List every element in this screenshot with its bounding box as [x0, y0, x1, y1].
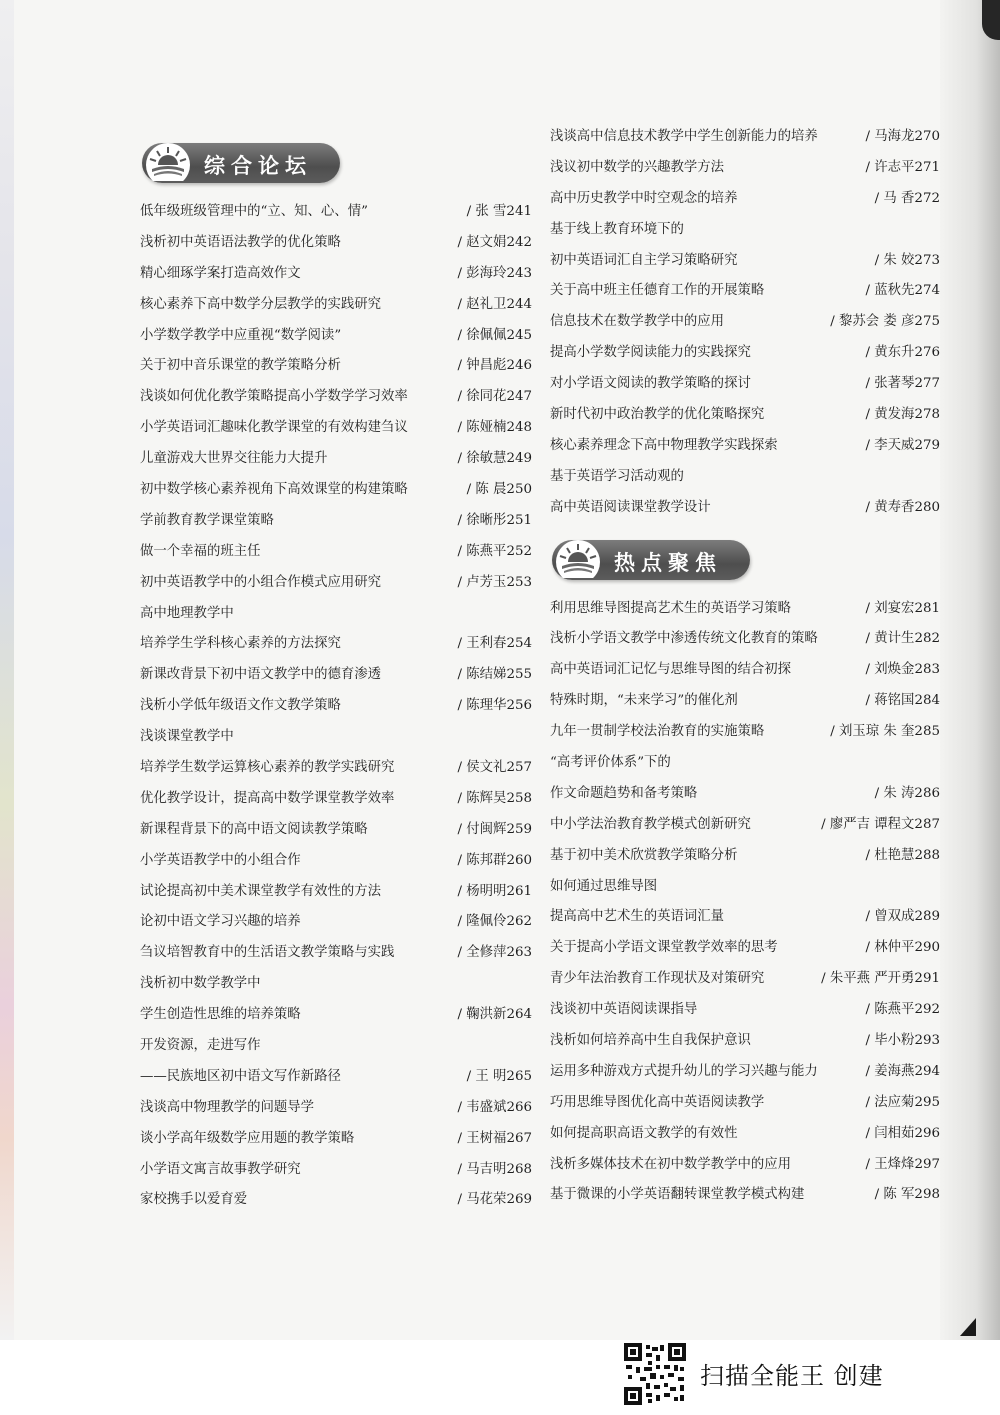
- toc-entry-title: 作文命题趋势和备考策略: [550, 785, 698, 801]
- toc-entry-author-page: / 陈娅楠248: [457, 420, 532, 436]
- page-edge-shadow: [940, 0, 1000, 1340]
- scanner-watermark-label: 扫描全能王 创建: [700, 1362, 884, 1390]
- toc-entry-author-page: / 马海龙270: [865, 128, 940, 144]
- toc-entry-author-page: / 彭海玲243: [457, 265, 532, 281]
- toc-entry: [140, 506, 532, 537]
- toc-entry-author-page: / 王树福267: [457, 1130, 532, 1146]
- toc-entry-author-page: / 朱平燕 严开勇291: [821, 971, 940, 987]
- toc-entry-title: 基于微课的小学英语翻转课堂教学模式构建: [550, 1187, 805, 1203]
- toc-entry-title: 学生创造性思维的培养策略: [140, 1007, 301, 1023]
- toc-entry-title: 高中历史教学中时空观念的培养: [550, 190, 738, 206]
- toc-entry-author-page: / 陈燕平252: [457, 543, 532, 559]
- section-header-forum: [140, 137, 532, 189]
- toc-entry-author-page: / 杜艳慧288: [865, 847, 940, 863]
- toc-entry-author-page: / 刘玉琼 朱 奎285: [830, 724, 940, 740]
- toc-entry-author-page: / 赵文娟242: [457, 234, 532, 250]
- sun-book-icon: [554, 538, 602, 578]
- toc-entry-title: 浅析小学语文教学中渗透传统文化教育的策略: [550, 631, 818, 647]
- page-binding-strip: [0, 0, 14, 1340]
- toc-entry: [550, 1119, 940, 1150]
- toc-entry: [140, 722, 532, 753]
- toc-entry: [550, 686, 940, 717]
- toc-entry-title: 培养学生学科核心素养的方法探究: [140, 636, 341, 652]
- toc-list-forum: [140, 197, 532, 1216]
- toc-entry-author-page: / 赵礼卫244: [457, 296, 532, 312]
- toc-entry-title: 培养学生数学运算核心素养的教学实践研究: [140, 760, 395, 776]
- toc-entry: [550, 841, 940, 872]
- toc-entry-title: 初中英语词汇自主学习策略研究: [550, 252, 738, 268]
- toc-entry: [550, 779, 940, 810]
- toc-entry-title: “高考评价体系”下的: [550, 755, 671, 771]
- toc-entry-title: 浅析如何培养高中生自我保护意识: [550, 1033, 751, 1049]
- toc-entry-author-page: / 张著琴277: [865, 376, 940, 392]
- toc-entry: [140, 846, 532, 877]
- toc-entry-author-page: / 廖严吉 谭程文287: [821, 816, 940, 832]
- toc-entry-author-page: / 马 香272: [874, 190, 940, 206]
- toc-entry: [140, 938, 532, 969]
- toc-entry-author-page: / 王烽烽297: [865, 1156, 940, 1172]
- toc-entry-author-page: / 鞠洪新264: [457, 1007, 532, 1023]
- toc-entry: [140, 599, 532, 630]
- toc-entry-author-page: / 卢芳玉253: [457, 574, 532, 590]
- toc-entry: [550, 153, 940, 184]
- toc-entry-title: 浅谈高中信息技术教学中学生创新能力的培养: [550, 128, 818, 144]
- toc-entry: [550, 902, 940, 933]
- toc-entry: [140, 784, 532, 815]
- toc-entry-title: 新课改背景下初中语文教学中的德育渗透: [140, 667, 382, 683]
- section-title-forum: 综合论坛: [204, 154, 312, 178]
- toc-entry: [550, 964, 940, 995]
- toc-entry-title: 试论提高初中美术课堂教学有效性的方法: [140, 883, 382, 899]
- toc-entry-author-page: / 隆佩伶262: [457, 914, 532, 930]
- toc-list-forum-continued: [550, 122, 940, 524]
- toc-entry-title: 浅析初中数学教学中: [140, 976, 261, 992]
- toc-entry: [550, 122, 940, 153]
- toc-entry: [140, 1124, 532, 1155]
- toc-entry-author-page: / 陈 军298: [874, 1187, 940, 1203]
- toc-entry: [550, 184, 940, 215]
- toc-entry-author-page: / 钟昌彪246: [457, 358, 532, 374]
- section-header-hot: [550, 534, 940, 586]
- toc-entry-title: 优化教学设计，提高高中数学课堂教学效率: [140, 790, 395, 806]
- toc-entry-author-page: / 刘宴宏281: [865, 600, 940, 616]
- toc-entry-author-page: / 侯文礼257: [457, 760, 532, 776]
- toc-entry-title: 基于初中美术欣赏教学策略分析: [550, 847, 738, 863]
- toc-entry-author-page: / 朱 姣273: [874, 252, 940, 268]
- toc-entry: [550, 624, 940, 655]
- toc-entry: [140, 382, 532, 413]
- toc-entry: [550, 995, 940, 1026]
- toc-entry-title: 小学数学教学中应重视“数学阅读”: [140, 327, 342, 343]
- toc-entry: [550, 215, 940, 246]
- toc-entry-author-page: / 陈燕平292: [865, 1002, 940, 1018]
- toc-entry-author-page: / 黄计生282: [865, 631, 940, 647]
- toc-entry: [140, 259, 532, 290]
- toc-entry-author-page: / 黄发海278: [865, 407, 940, 422]
- toc-entry: [550, 594, 940, 625]
- toc-entry-title: 核心素养下高中数学分层教学的实践研究: [140, 296, 382, 312]
- toc-entry-title: 小学语文寓言故事教学研究: [140, 1161, 301, 1177]
- toc-entry-title: ——民族地区初中语文写作新路径: [140, 1068, 341, 1084]
- toc-entry: [550, 338, 940, 369]
- toc-entry-author-page: / 毕小粉293: [865, 1033, 940, 1049]
- toc-entry: [140, 969, 532, 1000]
- toc-entry-title: 高中地理教学中: [140, 605, 234, 621]
- toc-entry-title: 儿童游戏大世界交往能力大提升: [140, 451, 328, 467]
- toc-right-column: [550, 122, 940, 1211]
- toc-entry-author-page: / 徐同花247: [457, 389, 532, 405]
- sun-book-icon: [144, 141, 192, 181]
- toc-entry: [140, 568, 532, 599]
- toc-entry-title: 新课程背景下的高中语文阅读教学策略: [140, 821, 368, 837]
- toc-entry: [140, 290, 532, 321]
- toc-entry-author-page: / 马花荣269: [457, 1192, 532, 1208]
- toc-entry-title: 做一个幸福的班主任: [140, 543, 261, 559]
- toc-entry-author-page: / 王 明265: [466, 1068, 532, 1084]
- toc-entry: [550, 276, 940, 307]
- toc-entry: [140, 629, 532, 660]
- toc-entry-title: 关于提高小学语文课堂教学效率的思考: [550, 940, 778, 956]
- toc-entry: [140, 1000, 532, 1031]
- toc-entry-author-page: / 姜海燕294: [865, 1063, 940, 1079]
- qr-code-icon: [624, 1343, 686, 1405]
- toc-entry-title: 浅谈如何优化教学策略提高小学数学学习效率: [140, 389, 408, 405]
- toc-entry-author-page: / 陈结娣255: [457, 667, 532, 683]
- toc-entry-title: 如何通过思维导图: [550, 878, 658, 894]
- toc-entry-title: 学前教育教学课堂策略: [140, 512, 274, 528]
- scan-corner-top: [982, 0, 1000, 40]
- toc-entry: [550, 1150, 940, 1181]
- toc-entry: [140, 228, 532, 259]
- toc-entry-author-page: / 黄寿香280: [865, 499, 940, 515]
- toc-entry-author-page: / 蓝秋先274: [865, 283, 940, 299]
- toc-entry-author-page: / 闫相茹296: [865, 1125, 940, 1141]
- toc-entry-title: 精心细琢学案打造高效作文: [140, 265, 301, 281]
- toc-entry-author-page: / 黎苏会 娄 彦275: [830, 314, 940, 330]
- toc-entry-title: 青少年法治教育工作现状及对策研究: [550, 971, 765, 987]
- toc-entry-title: 家校携手以爱育爱: [140, 1192, 248, 1208]
- toc-entry: [550, 400, 940, 431]
- toc-entry: [550, 1088, 940, 1119]
- toc-entry: [140, 815, 532, 846]
- toc-entry-author-page: / 韦盛斌266: [457, 1099, 532, 1115]
- toc-entry-author-page: / 朱 涛286: [874, 785, 940, 801]
- toc-entry: [140, 197, 532, 228]
- section-title-hot: 热点聚焦: [614, 550, 722, 575]
- toc-entry-author-page: / 陈 晨250: [466, 482, 532, 497]
- toc-entry-author-page: / 林仲平290: [865, 940, 940, 956]
- toc-entry: [550, 431, 940, 462]
- toc-entry: [140, 475, 532, 506]
- toc-entry-title: 开发资源，走进写作: [140, 1038, 261, 1054]
- toc-entry: [140, 413, 532, 444]
- toc-entry-title: 高中英语阅读课堂教学设计: [550, 499, 711, 515]
- toc-entry-title: 利用思维导图提高艺术生的英语学习策略: [550, 600, 792, 616]
- toc-entry-title: 对小学语文阅读的教学策略的探讨: [550, 376, 751, 392]
- toc-entry-author-page: / 陈邦群260: [457, 852, 532, 868]
- toc-entry: [140, 753, 532, 784]
- toc-entry-title: 特殊时期，“未来学习”的催化剂: [550, 693, 738, 709]
- toc-entry: [550, 1057, 940, 1088]
- toc-entry-title: 基于线上教育环境下的: [550, 221, 684, 237]
- toc-entry: [550, 307, 940, 338]
- toc-entry: [140, 1155, 532, 1186]
- toc-entry-title: 浅谈初中英语阅读课指导: [550, 1002, 698, 1018]
- toc-entry: [550, 748, 940, 779]
- toc-entry-author-page: / 李天威279: [865, 437, 940, 453]
- toc-entry: [140, 321, 532, 352]
- toc-entry-author-page: / 徐敏慧249: [457, 451, 532, 467]
- toc-entry-author-page: / 张 雪241: [466, 203, 532, 219]
- toc-entry-author-page: / 曾双成289: [865, 909, 940, 925]
- toc-entry-title: 低年级班级管理中的“立、知、心、情”: [140, 203, 368, 219]
- toc-entry-title: 初中英语教学中的小组合作模式应用研究: [140, 574, 382, 590]
- toc-entry-title: 提高小学数学阅读能力的实践探究: [550, 345, 751, 361]
- toc-entry-author-page: / 刘焕金283: [865, 662, 940, 678]
- toc-entry: [140, 1062, 532, 1093]
- toc-entry-title: 关于初中音乐课堂的教学策略分析: [140, 358, 341, 374]
- toc-entry: [140, 444, 532, 475]
- toc-entry-author-page: / 徐晰彤251: [457, 512, 532, 528]
- toc-entry: [140, 877, 532, 908]
- toc-entry-title: 核心素养理念下高中物理教学实践探索: [550, 437, 778, 453]
- toc-entry: [550, 493, 940, 524]
- toc-entry: [140, 351, 532, 382]
- toc-entry-title: 关于高中班主任德育工作的开展策略: [550, 283, 765, 299]
- toc-entry: [140, 660, 532, 691]
- toc-entry-title: 如何提高职高语文教学的有效性: [550, 1125, 738, 1141]
- toc-entry-title: 浅议初中数学的兴趣教学方法: [550, 159, 725, 175]
- toc-entry: [550, 462, 940, 493]
- toc-entry-title: 运用多种游戏方式提升幼儿的学习兴趣与能力: [550, 1063, 818, 1079]
- toc-entry-author-page: / 全修萍263: [457, 945, 532, 961]
- toc-entry-title: 论初中语文学习兴趣的培养: [140, 914, 301, 930]
- toc-entry-title: 小学英语词汇趣味化教学课堂的有效构建刍议: [140, 420, 408, 436]
- toc-entry-author-page: / 蒋铭国284: [865, 693, 940, 709]
- toc-entry-author-page: / 黄东升276: [865, 345, 940, 361]
- toc-entry: [550, 1026, 940, 1057]
- toc-entry-title: 浅谈高中物理教学的问题导学: [140, 1099, 315, 1115]
- toc-entry-author-page: / 陈理华256: [457, 698, 532, 714]
- toc-entry-title: 浅析初中英语语法教学的优化策略: [140, 234, 341, 250]
- toc-entry: [140, 1186, 532, 1217]
- toc-entry: [550, 810, 940, 841]
- toc-entry-title: 提高高中艺术生的英语词汇量: [550, 909, 725, 925]
- toc-entry-author-page: / 付闽辉259: [457, 821, 532, 837]
- toc-entry: [140, 1031, 532, 1062]
- toc-entry-author-page: / 陈辉昊258: [457, 790, 532, 806]
- toc-entry-title: 高中英语词汇记忆与思维导图的结合初探: [550, 662, 792, 678]
- toc-entry: [550, 369, 940, 400]
- toc-entry: [550, 246, 940, 277]
- toc-entry: [550, 933, 940, 964]
- toc-entry-author-page: / 法应菊295: [865, 1094, 940, 1110]
- toc-entry-title: 浅析小学低年级语文作文教学策略: [140, 698, 341, 714]
- toc-entry: [140, 537, 532, 568]
- toc-entry-title: 巧用思维导图优化高中英语阅读教学: [550, 1094, 765, 1110]
- toc-entry: [140, 1093, 532, 1124]
- toc-entry: [140, 691, 532, 722]
- toc-entry-title: 浅析多媒体技术在初中数学教学中的应用: [550, 1156, 792, 1172]
- toc-entry: [550, 1181, 940, 1212]
- toc-entry-title: 浅谈课堂教学中: [140, 729, 234, 745]
- toc-entry: [550, 872, 940, 903]
- toc-entry-title: 新时代初中政治教学的优化策略探究: [550, 407, 765, 422]
- toc-list-hot: [550, 594, 940, 1212]
- toc-entry-author-page: / 许志平271: [865, 159, 940, 175]
- toc-entry-title: 小学英语教学中的小组合作: [140, 852, 301, 868]
- toc-entry-title: 中小学法治教育教学模式创新研究: [550, 816, 751, 832]
- toc-entry-author-page: / 杨明明261: [457, 883, 532, 899]
- toc-entry-title: 初中数学核心素养视角下高效课堂的构建策略: [140, 482, 408, 497]
- toc-entry-author-page: / 徐佩佩245: [457, 327, 532, 343]
- toc-entry-title: 九年一贯制学校法治教育的实施策略: [550, 724, 765, 740]
- toc-entry: [550, 655, 940, 686]
- toc-entry: [550, 717, 940, 748]
- toc-entry-author-page: / 马吉明268: [457, 1161, 532, 1177]
- toc-entry-author-page: / 王利春254: [457, 636, 532, 652]
- toc-entry-title: 信息技术在数学教学中的应用: [550, 314, 725, 330]
- toc-entry: [140, 907, 532, 938]
- toc-left-column: [140, 137, 532, 1216]
- toc-entry-title: 谈小学高年级数学应用题的教学策略: [140, 1130, 355, 1146]
- toc-entry-title: 刍议培智教育中的生活语文教学策略与实践: [140, 945, 395, 961]
- toc-entry-title: 基于英语学习活动观的: [550, 468, 684, 484]
